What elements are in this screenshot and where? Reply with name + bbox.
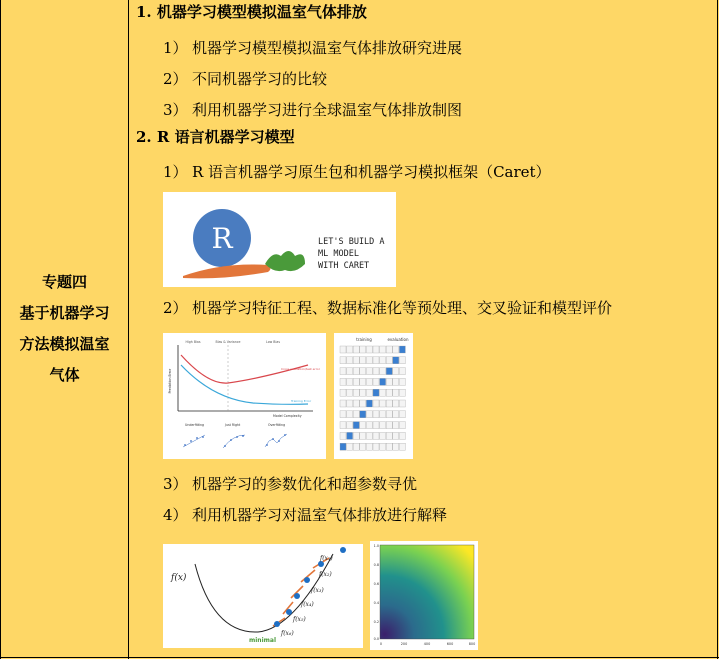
cv-train-cell	[373, 378, 379, 385]
cv-train-cell	[360, 357, 366, 364]
hm-ytick-2: 0.8	[373, 563, 379, 567]
cv-train-cell	[373, 400, 379, 407]
caret-text-3: WITH CARET	[318, 261, 370, 271]
bias-label-1: High Bias	[185, 340, 201, 344]
cv-train-cell	[347, 389, 353, 396]
cv-train-cell	[399, 422, 405, 429]
cv-train-cell	[353, 443, 359, 450]
gd-label-3: f(x₃)	[311, 587, 324, 594]
cv-eval-cell	[366, 400, 372, 407]
hm-ytick-4: 0.4	[373, 601, 379, 605]
cv-train-cell	[386, 400, 392, 407]
cv-training-label: training	[356, 337, 372, 342]
cv-eval-cell	[347, 432, 353, 439]
cv-train-cell	[366, 368, 372, 375]
hm-xtick-1: 0	[379, 642, 383, 646]
overfit-label: Overfitting	[268, 423, 286, 427]
hm-xtick-2: 200	[400, 642, 408, 646]
cv-train-cell	[347, 411, 353, 418]
cv-train-cell	[347, 368, 353, 375]
cv-train-cell	[386, 443, 392, 450]
hm-xtick-3: 400	[423, 642, 431, 646]
s1-item3-num: 3）	[163, 101, 188, 119]
cv-train-cell	[399, 400, 405, 407]
s1-item3-text: 利用机器学习进行全球温室气体排放制图	[192, 101, 463, 119]
cv-train-cell	[373, 411, 379, 418]
s2-item2-num: 2）	[163, 299, 188, 317]
cv-train-cell	[399, 389, 405, 396]
s1-item1-text: 机器学习模型模拟温室气体排放研究进展	[192, 39, 463, 57]
cv-train-cell	[340, 357, 346, 364]
s1-item2-num: 2）	[163, 70, 188, 88]
caret-banner-image	[163, 192, 396, 287]
s2-item3-text: 机器学习的参数优化和超参数寻优	[192, 475, 418, 493]
hm-ytick-1: 1.0	[373, 544, 379, 548]
cv-train-cell	[340, 411, 346, 418]
cv-eval-cell	[380, 378, 386, 385]
gd-point-1	[340, 547, 346, 553]
gradient-descent-graphic	[163, 544, 363, 648]
cv-train-cell	[373, 443, 379, 450]
cv-train-cell	[386, 432, 392, 439]
cv-train-cell	[386, 357, 392, 364]
s2-item4-text: 利用机器学习对温室气体排放进行解释	[192, 506, 448, 524]
s2-item2-text: 机器学习特征工程、数据标准化等预处理、交叉验证和模型评价	[192, 299, 613, 317]
cv-train-cell	[366, 346, 372, 353]
cv-train-cell	[380, 422, 386, 429]
minimal-label: minimal	[249, 637, 276, 644]
gd-label-1: f(x₁)	[320, 555, 333, 562]
cv-train-cell	[366, 378, 372, 385]
gd-point-5	[286, 609, 292, 615]
bias-label-2: Bias & Variance	[215, 340, 241, 344]
gd-label-2: f(x₂)	[319, 571, 332, 578]
cv-train-cell	[386, 422, 392, 429]
cv-train-cell	[360, 378, 366, 385]
cv-eval-cell	[373, 389, 379, 396]
cv-train-cell	[347, 357, 353, 364]
heatmap-graphic	[370, 541, 478, 650]
cv-train-cell	[347, 400, 353, 407]
hm-ytick-5: 0.2	[373, 620, 379, 624]
cv-eval-cell	[399, 346, 405, 353]
topic-cell	[1, 0, 128, 657]
hm-ytick-6: 0.0	[373, 637, 379, 641]
cv-train-cell	[340, 422, 346, 429]
cv-eval-cell	[393, 357, 399, 364]
cv-train-cell	[380, 357, 386, 364]
bias-y-label: Prediction Error	[168, 368, 172, 394]
cv-train-cell	[393, 389, 399, 396]
cv-train-cell	[399, 368, 405, 375]
cv-train-cell	[360, 368, 366, 375]
cv-train-cell	[393, 432, 399, 439]
cv-train-cell	[380, 443, 386, 450]
cv-train-cell	[393, 368, 399, 375]
cv-train-cell	[380, 346, 386, 353]
s1-item2-text: 不同机器学习的比较	[192, 70, 328, 88]
s2-item1-text: R 语言机器学习原生包和机器学习模拟框架（Caret）	[192, 163, 551, 181]
cv-train-cell	[340, 368, 346, 375]
cv-train-cell	[386, 389, 392, 396]
cv-train-cell	[347, 378, 353, 385]
s2-item4-num: 4）	[163, 506, 188, 524]
gd-point-3	[304, 577, 310, 583]
cv-train-cell	[366, 357, 372, 364]
cv-train-cell	[360, 422, 366, 429]
cv-train-cell	[380, 411, 386, 418]
cv-train-cell	[353, 411, 359, 418]
topic-line-3: 方法模拟温室	[19, 334, 110, 353]
cv-train-cell	[386, 378, 392, 385]
cv-train-cell	[380, 368, 386, 375]
cv-train-cell	[353, 378, 359, 385]
cv-train-cell	[340, 389, 346, 396]
cv-train-cell	[353, 357, 359, 364]
gd-point-4	[294, 593, 300, 599]
cv-train-cell	[353, 389, 359, 396]
cv-eval-cell	[340, 443, 346, 450]
cv-train-cell	[380, 432, 386, 439]
caret-banner-graphic	[163, 192, 396, 287]
cv-train-cell	[347, 422, 353, 429]
cv-train-cell	[373, 422, 379, 429]
cv-train-cell	[393, 411, 399, 418]
cv-train-cell	[380, 400, 386, 407]
cv-train-cell	[366, 389, 372, 396]
cv-train-cell	[353, 346, 359, 353]
cross-validation-image	[334, 333, 413, 459]
cv-train-cell	[399, 443, 405, 450]
cv-train-cell	[399, 357, 405, 364]
cv-train-cell	[399, 378, 405, 385]
cv-train-cell	[366, 422, 372, 429]
hm-xtick-5: 800	[468, 642, 476, 646]
cv-train-cell	[360, 400, 366, 407]
cv-train-cell	[340, 378, 346, 385]
cv-train-cell	[373, 357, 379, 364]
cv-train-cell	[360, 443, 366, 450]
cv-train-cell	[347, 443, 353, 450]
cv-train-cell	[393, 400, 399, 407]
bias-variance-graphic	[163, 333, 326, 459]
cv-train-cell	[386, 346, 392, 353]
cv-train-cell	[393, 443, 399, 450]
cv-train-cell	[360, 432, 366, 439]
cv-train-cell	[360, 346, 366, 353]
cv-evaluation-label: evaluation	[387, 337, 409, 342]
gd-label-4: f(x₄)	[301, 601, 314, 608]
table-border-middle	[128, 0, 129, 659]
cv-train-cell	[366, 443, 372, 450]
bias-x-label: Model Complexity	[273, 414, 302, 418]
topic-line-4: 气体	[49, 365, 80, 384]
section2-heading: 2. R 语言机器学习模型	[136, 128, 295, 146]
cross-validation-graphic	[334, 333, 413, 459]
gradient-descent-image	[163, 544, 363, 648]
caret-text-2: ML MODEL	[318, 249, 359, 259]
cv-train-cell	[366, 432, 372, 439]
cv-train-cell	[360, 389, 366, 396]
cv-train-cell	[373, 432, 379, 439]
cv-train-cell	[353, 400, 359, 407]
cv-eval-cell	[360, 411, 366, 418]
caret-text-1: LET'S BUILD A	[318, 237, 385, 247]
heatmap-field	[380, 545, 474, 639]
hm-xtick-4: 600	[446, 642, 454, 646]
table-border-bottom	[0, 657, 719, 658]
bias-label-3: Low Bias	[266, 340, 280, 344]
cv-train-cell	[399, 411, 405, 418]
gd-point-6	[274, 621, 280, 627]
cv-train-cell	[366, 411, 372, 418]
section1-heading: 1. 机器学习模型模拟温室气体排放	[136, 3, 367, 21]
s2-item1-num: 1）	[163, 163, 188, 181]
cv-train-cell	[380, 389, 386, 396]
cv-train-cell	[353, 432, 359, 439]
cv-train-cell	[399, 432, 405, 439]
cv-train-cell	[393, 378, 399, 385]
topic-line-1: 专题四	[41, 272, 87, 291]
cv-train-cell	[353, 368, 359, 375]
hm-ytick-3: 0.6	[373, 582, 379, 586]
cv-train-cell	[393, 346, 399, 353]
cv-train-cell	[386, 411, 392, 418]
cv-train-cell	[347, 346, 353, 353]
fx-label: f(x)	[171, 573, 187, 583]
s2-item3-num: 3）	[163, 475, 188, 493]
s1-item1-num: 1）	[163, 39, 188, 57]
bias-variance-image	[163, 333, 326, 459]
justright-label: Just Right	[225, 423, 241, 427]
gd-label-5: f(x₅)	[293, 616, 306, 623]
cv-train-cell	[340, 400, 346, 407]
underfit-label: Underfitting	[185, 423, 205, 427]
cv-eval-cell	[353, 422, 359, 429]
cv-train-cell	[340, 432, 346, 439]
train-error-legend: Training Error	[291, 399, 312, 403]
test-error-legend: Cross validation/test error	[281, 367, 320, 371]
cv-eval-cell	[386, 368, 392, 375]
gd-label-6: f(x₆)	[281, 630, 294, 637]
cv-train-cell	[393, 422, 399, 429]
cv-train-cell	[373, 346, 379, 353]
r-logo-letter: R	[211, 222, 233, 255]
table-border-right	[717, 0, 718, 659]
topic-line-2: 基于机器学习	[19, 303, 110, 322]
cv-train-cell	[340, 346, 346, 353]
cv-train-cell	[373, 368, 379, 375]
heatmap-image	[370, 541, 478, 650]
